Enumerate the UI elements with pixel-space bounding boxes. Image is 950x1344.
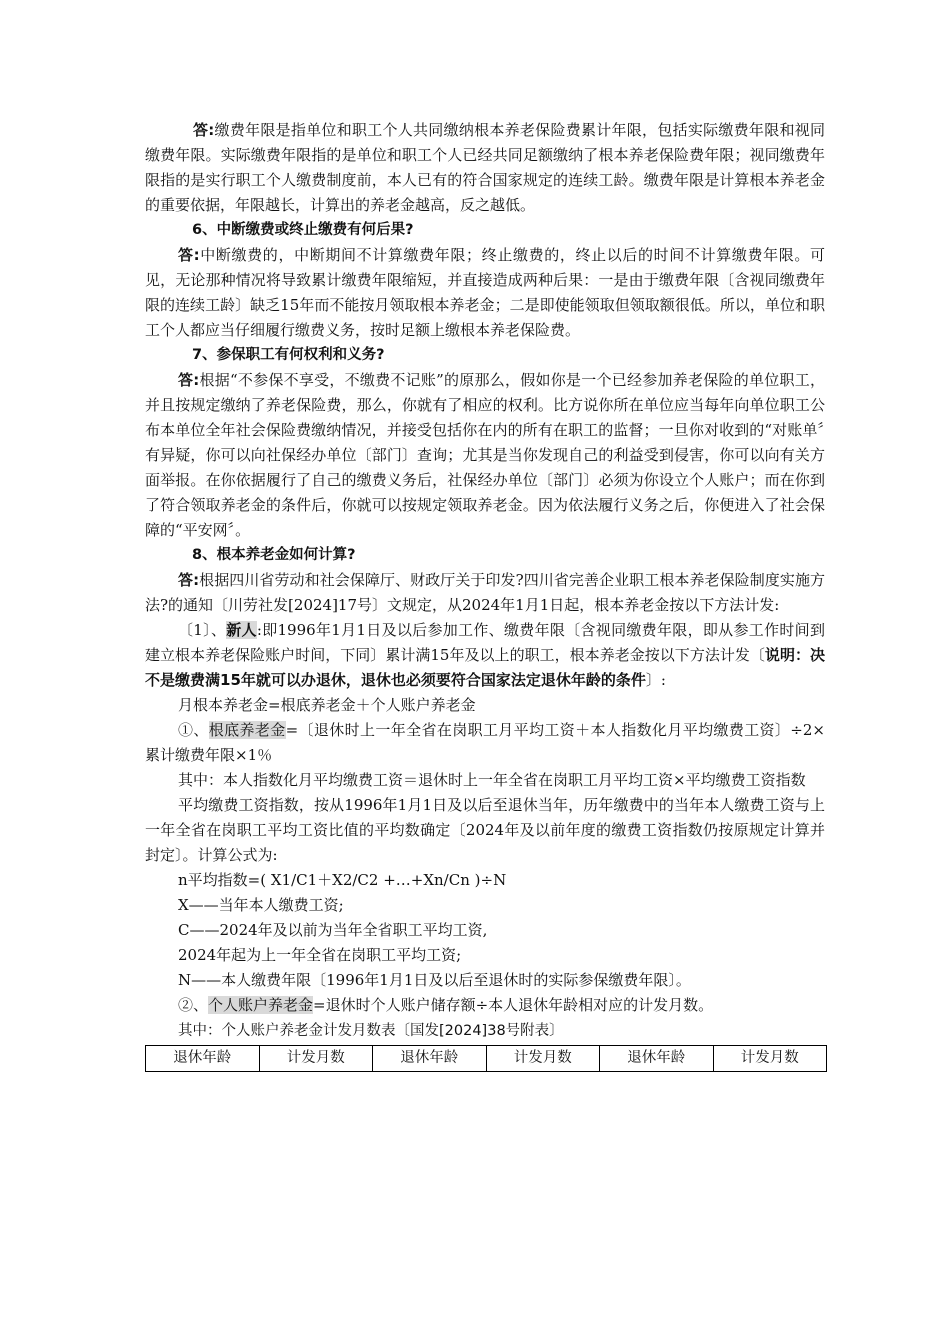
indexed-wage-definition: 其中：本人指数化月平均缴费工资＝退休时上一年全省在岗职工月平均工资×平均缴费工资指数 bbox=[178, 771, 806, 789]
answer-label: 答: bbox=[178, 246, 200, 264]
payout-months-table bbox=[145, 1045, 827, 1072]
new-member-rule bbox=[145, 618, 825, 693]
answer-label: 答: bbox=[178, 571, 200, 589]
answer-label: 答: bbox=[178, 371, 200, 389]
formula-basic-pension bbox=[145, 718, 825, 768]
personal-account-formula: =退休时个人账户储存额÷本人退休年龄相对应的计发月数。 bbox=[313, 996, 714, 1014]
header-payout-months: 计发月数 bbox=[259, 1046, 373, 1072]
item-number: 〔1〕、 bbox=[178, 621, 227, 639]
answer-6 bbox=[145, 243, 825, 343]
answer-text: 缴费年限是指单位和职工个人共同缴纳根本养老保险费累计年限，包括实际缴费年限和视同缴费年限。实际缴费年限指的是单位和职工个人已经共同足额缴纳了根本养老保险费年限；视同缴费年限指的是实行职工个人缴费制度前，本人已有的符合国家规定的连续工龄。缴费年限是计算根本养老金的重要依据，年限越长，计算出的养老金越高，反之越低。 bbox=[145, 121, 826, 214]
new-member-text: :即1996年1月1日及以后参加工作、缴费年限〔含视同缴费年限，即从参工作时间到建立根本养老保险账户时间，下同〕累计满15年及以上的职工，根本养老金按以下方法计发〔 bbox=[145, 621, 825, 664]
question-7-heading: 7、参保职工有何权利和义务? bbox=[192, 347, 385, 363]
question-6-heading: 6、中断缴费或终止缴费有何后果? bbox=[192, 222, 414, 238]
item-number: ①、 bbox=[178, 721, 209, 739]
answer-text: 中断缴费的，中断期间不计算缴费年限；终止缴费的，终止以后的时间不计算缴费年限。可见，无论那种情况将导致累计缴费年限缩短，并直接造成两种后果：一是由于缴费年限〔含视同缴费年限的连续工龄〕缺乏15年而不能按月领取根本养老金；二是即使能领取但领取额很低。所以，单位和职工个人都应当仔细履行缴费义务，按时足额上缴根本养老保险费。 bbox=[145, 246, 825, 339]
personal-account-label: 个人账户养老金 bbox=[208, 996, 314, 1014]
header-payout-months: 计发月数 bbox=[486, 1046, 600, 1072]
new-member-label: 新人 bbox=[226, 621, 257, 639]
basic-pension-formula: =〔退休时上一年全省在岗职工月平均工资＋本人指数化月平均缴费工资〕÷2×累计缴费年限×1％ bbox=[145, 721, 825, 764]
retirement-age-note: 说明：决不是缴费满15年就可以办退休，退休也必须要符合国家法定退休年龄的条件 bbox=[145, 646, 825, 689]
header-retirement-age: 退休年龄 bbox=[600, 1046, 714, 1072]
table-header-row bbox=[146, 1046, 827, 1072]
answer-text: 根据四川省劳动和社会保障厅、财政厅关于印发?四川省完善企业职工根本养老保险制度实施方法?的通知〔川劳社发[2024]17号〕文规定，从2024年1月1日起，根本养老金按以下方法计发: bbox=[145, 571, 826, 614]
definition-c-before: C——2024年及以前为当年全省职工平均工资, bbox=[178, 921, 488, 939]
header-payout-months: 计发月数 bbox=[713, 1046, 827, 1072]
document-page bbox=[145, 118, 825, 1072]
formula-average-index: n平均指数=( X1/C1＋X2/C2 +…+Xn/Cn )÷N bbox=[178, 871, 507, 889]
formula-personal-account bbox=[145, 993, 825, 1018]
definition-x: X——当年本人缴费工资; bbox=[178, 896, 344, 914]
definition-n: N——本人缴费年限〔1996年1月1日及以后至退休时的实际参保缴费年限〕。 bbox=[178, 971, 691, 989]
item-number: ②、 bbox=[178, 996, 209, 1014]
header-retirement-age: 退休年龄 bbox=[146, 1046, 260, 1072]
basic-pension-label: 根底养老金 bbox=[208, 721, 286, 739]
header-retirement-age: 退休年龄 bbox=[373, 1046, 487, 1072]
answer-8 bbox=[145, 568, 825, 618]
definition-c-after: 2024年起为上一年全省在岗职工平均工资; bbox=[178, 946, 462, 964]
answer-label: 答: bbox=[193, 121, 215, 139]
closing-bracket: 〕: bbox=[645, 671, 666, 689]
answer-7 bbox=[145, 368, 825, 543]
average-index-definition: 平均缴费工资指数，按从1996年1月1日及以后至退休当年，历年缴费中的当年本人缴费工资与上一年全省在岗职工平均工资比值的平均数确定〔2024年及以前年度的缴费工资指数仍按原规定计算并封定〕。计算公式为: bbox=[145, 796, 825, 864]
answer-text: 根据“不参保不享受，不缴费不记账”的原那么，假如你是一个已经参加养老保险的单位职工，并且按规定缴纳了养老保险费，那么，你就有了相应的权利。比方说你所在单位应当每年向单位职工公布本单位全年社会保险费缴纳情况，并接受包括你在内的所有在职工的监督；一旦你对收到的“对账单〞有异疑，你可以向社保经办单位〔部门〕查询；尤其是当你发现自己的利益受到侵害，你可以向有关方面举报。在你依据履行了自己的缴费义务后，社保经办单位〔部门〕必须为你设立个人账户；而在你到了符合领取养老金的条件后，你就可以按规定领取养老金。因为依法履行义务之后，你便进入了社会保障的“平安网〞。 bbox=[145, 371, 825, 539]
question-8-heading: 8、根本养老金如何计算? bbox=[192, 547, 356, 563]
formula-total: 月根本养老金=根底养老金＋个人账户养老金 bbox=[178, 696, 476, 714]
table-caption: 其中：个人账户养老金计发月数表〔国发[2024]38号附表〕 bbox=[178, 1023, 564, 1039]
paragraph-contribution-years bbox=[145, 118, 825, 218]
